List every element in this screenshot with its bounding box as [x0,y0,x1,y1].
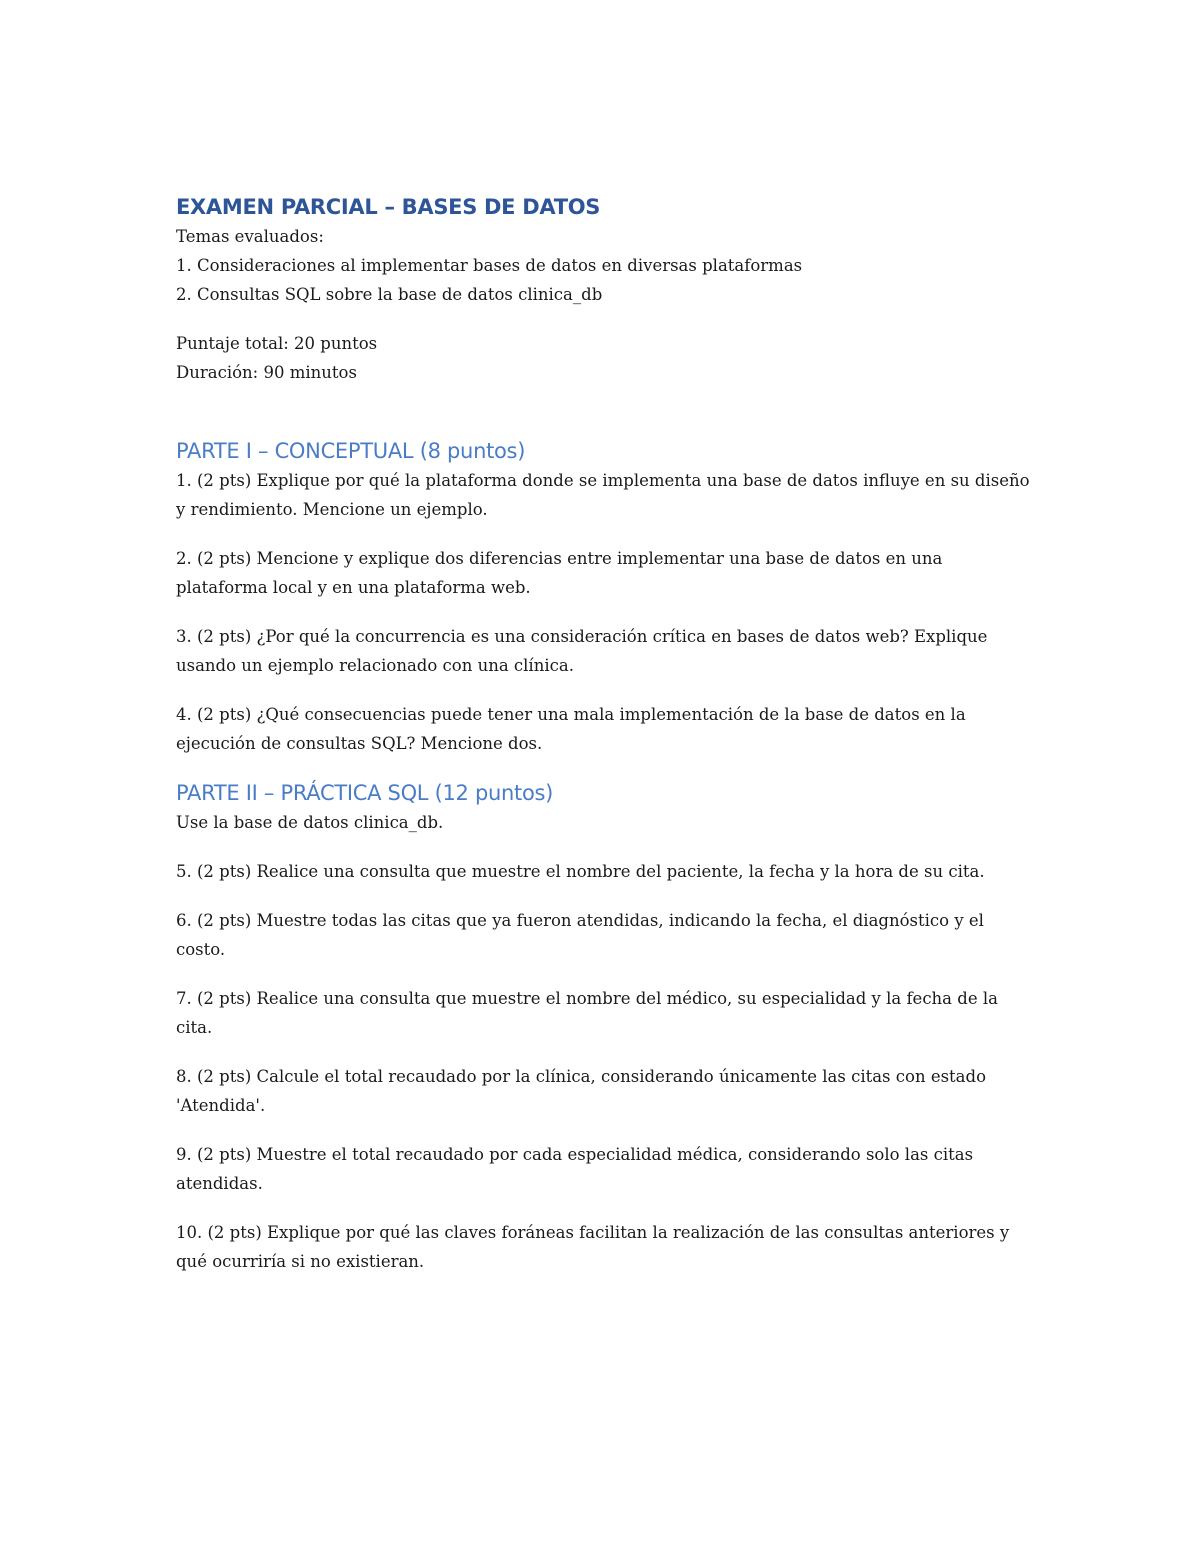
question-item: 7. (2 pts) Realice una consulta que muestre el nombre del médico, su especialidad y la fecha de la cita. [176,989,998,1037]
question-item: 6. (2 pts) Muestre todas las citas que ya fueron atendidas, indicando la fecha, el diagnóstico y el costo. [176,911,984,959]
question-item: 10. (2 pts) Explique por qué las claves foráneas facilitan la realización de las consultas anteriores y qué ocurriría si no existieran. [176,1223,1010,1271]
question-item: 9. (2 pts) Muestre el total recaudado por cada especialidad médica, considerando solo las citas atendidas. [176,1145,974,1193]
topics-label: Temas evaluados: [176,227,324,246]
part1-heading: PARTE I – CONCEPTUAL (8 puntos) [176,439,526,463]
part2-heading: PARTE II – PRÁCTICA SQL (12 puntos) [176,781,554,805]
topic-item: 1. Consideraciones al implementar bases de datos en diversas plataformas [176,256,803,275]
question-item: 1. (2 pts) Explique por qué la plataforma donde se implementa una base de datos influye en su diseño y rendimiento. Mencione un ejemplo. [176,471,1030,519]
part2-intro: Use la base de datos clinica_db. [176,813,444,832]
question-item: 5. (2 pts) Realice una consulta que muestre el nombre del paciente, la fecha y la hora de su cita. [176,862,985,881]
question-item: 2. (2 pts) Mencione y explique dos diferencias entre implementar una base de datos en una plataforma local y en una plataforma web. [176,549,943,597]
question-item: 8. (2 pts) Calcule el total recaudado por la clínica, considerando únicamente las citas con estado 'Atendida'. [176,1067,987,1115]
total-score: Puntaje total: 20 puntos [176,334,378,353]
question-item: 4. (2 pts) ¿Qué consecuencias puede tener una mala implementación de la base de datos en la ejecución de consultas SQL? Mencione dos. [176,705,966,753]
question-item: 3. (2 pts) ¿Por qué la concurrencia es una consideración crítica en bases de datos web? Explique usando un ejemplo relacionado con una clínica. [176,627,988,675]
exam-document [176,192,1036,1276]
duration: Duración: 90 minutos [176,363,357,382]
exam-title: EXAMEN PARCIAL – BASES DE DATOS [176,195,601,219]
topic-item: 2. Consultas SQL sobre la base de datos clinica_db [176,285,603,304]
